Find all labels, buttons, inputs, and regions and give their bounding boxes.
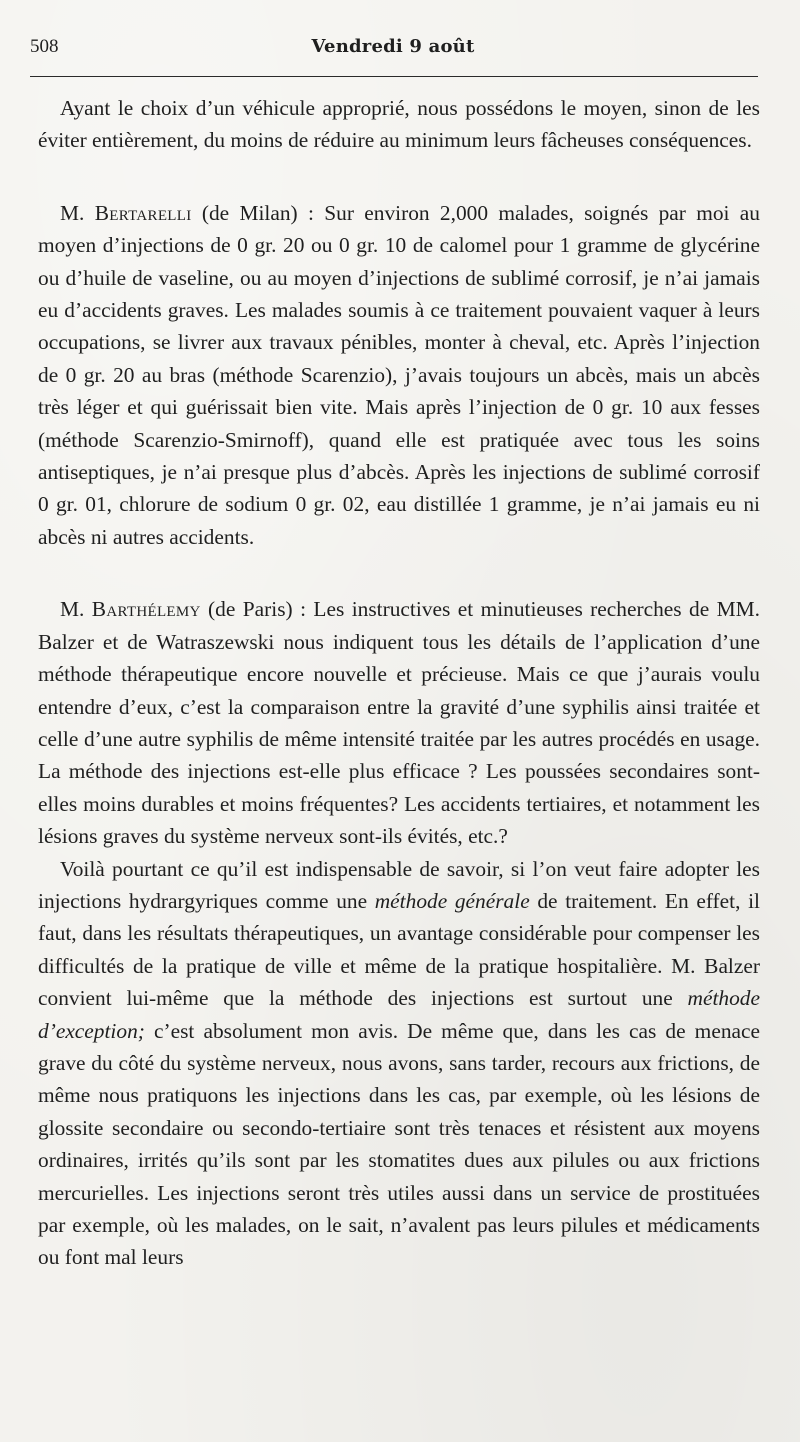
emphasis-methode-generale: méthode générale: [374, 888, 530, 913]
paragraph-barthelemy-text: Les instructives et minutieuses recherches de MM. Balzer et de Watraszewski nous indiquent tous les détails de l’application d’une méthode thérapeutique encore nouvelle et précieuse. Mais ce que j’aurais voulu entendre d’eux, c’est la comparaison entre la gravité d’une syphilis ainsi traitée et celle d’une autre syphilis de même intensité traitée par les autres procédés en usage. La méthode des injections est-elle plus efficace ? Les poussées secondaires sont-elles moins durables et moins fréquentes? Les accidents tertiaires, et notamment les lésions graves du système nerveux sont-ils évités, etc.?: [38, 597, 760, 849]
paragraph-intro: [38, 92, 760, 157]
emphasis-methode-exception: méthode d’exception;: [38, 986, 760, 1043]
speaker-name: Bertarelli: [94, 200, 192, 225]
paragraph-bertarelli-text: Sur environ 2,000 malades, soignés par moi au moyen d’injections de 0 gr. 20 ou 0 gr. 10 de calomel pour 1 gramme de glycérine ou d’huile de vaseline, ou au moyen d’injections de sublimé corrosif, je n’ai jamais eu d’accidents graves. Les malades soumis à ce traitement pouvaient vaquer à leurs occupations, se livrer aux travaux pénibles, monter à cheval, etc. Après l’injection de 0 gr. 20 au bras (méthode Scarenzio), j’avais toujours un abcès, mais un abcès très léger et qui guérissait bien vite. Mais après l’injection de 0 gr. 10 aux fesses (méthode Scarenzio-Smirnoff), quand elle est pratiquée avec tous les soins antiseptiques, je n’ai presque plus d’abcès. Après les injections de sublimé corrosif 0 gr. 01, chlorure de sodium 0 gr. 02, eau distillée 1 gramme, je n’ai jamais eu ni abcès ni autres accidents.: [38, 200, 760, 549]
speaker-name: Barthélemy: [91, 597, 201, 622]
paragraph-barthelemy: [38, 593, 760, 852]
speaker-title: M.: [60, 597, 92, 622]
paragraph-bertarelli: [38, 197, 760, 553]
speaker-place: (de Milan) :: [191, 200, 325, 225]
running-title: Vendredi 9 août: [311, 36, 475, 57]
body-text: [38, 92, 760, 1274]
paragraph-voila: [38, 853, 760, 1274]
paragraph-voila-text-b: de traitement. En effet, il faut, dans les résultats thérapeutiques, un avantage considérable pour compenser les difficultés de la pratique de ville et même de la pratique hospitalière. M. Balzer convient lui-même que la méthode des injections est surtout une: [38, 888, 760, 1011]
speaker-title: M.: [60, 200, 95, 225]
page-header: [30, 34, 756, 60]
paragraph-intro-text: Ayant le choix d’un véhicule approprié, nous possédons le moyen, sinon de les éviter entièrement, du moins de réduire au minimum leurs fâcheuses conséquences.: [38, 96, 760, 153]
page-number: 508: [30, 36, 59, 57]
speaker-place: (de Paris) :: [200, 597, 314, 622]
paragraph-voila-text-c: c’est absolument mon avis. De même que, dans les cas de menace grave du côté du système nerveux, nous avons, sans tarder, recours aux frictions, de même nous pratiquons les injections dans les cas, par exemple, où les lésions de glossite secondaire ou secondo-tertiaire sont très tenaces et résistent aux moyens ordinaires, irrités qu’ils sont par les stomatites dues aux pilules ou aux frictions mercurielles. Les injections seront très utiles aussi dans un service de prostituées par exemple, où les malades, on le sait, n’avalent pas leurs pilules et médicaments ou font mal leurs: [38, 1018, 760, 1270]
paragraph-voila-text-a: Voilà pourtant ce qu’il est indispensable de savoir, si l’on veut faire adopter les injections hydrargyriques comme une: [38, 856, 760, 913]
header-rule: [30, 76, 758, 77]
